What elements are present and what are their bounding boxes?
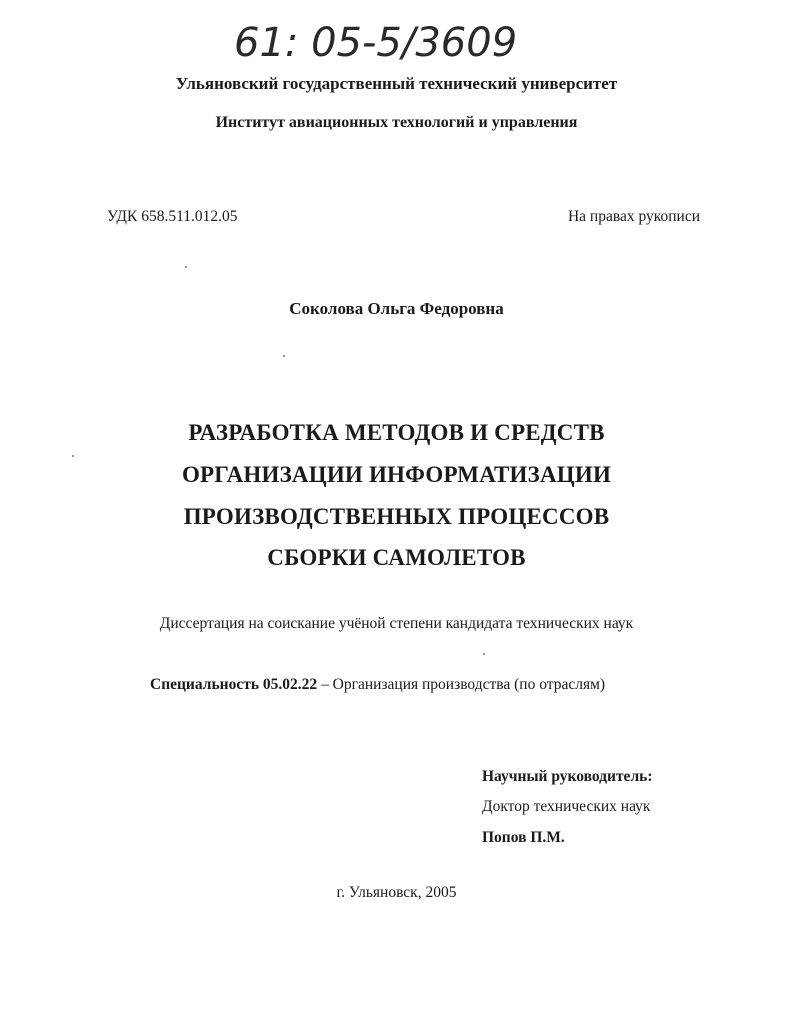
title-line-3: ПРОИЗВОДСТВЕННЫХ ПРОЦЕССОВ bbox=[183, 504, 610, 529]
specialty-value: Организация производства (по отраслям) bbox=[332, 676, 606, 693]
title-line-2: ОРГАНИЗАЦИИ ИНФОРМАТИЗАЦИИ bbox=[181, 462, 612, 487]
institute-name: Институт авиационных технологий и управления bbox=[215, 114, 578, 131]
supervisor-degree: Доктор технических наук bbox=[482, 798, 651, 815]
udk-code: УДК 658.511.012.05 bbox=[107, 208, 238, 225]
archive-code-text: 61: 05-5/3609 bbox=[234, 20, 518, 66]
scan-speck bbox=[72, 455, 74, 457]
manuscript-rights: На правах рукописи bbox=[567, 208, 700, 225]
title-line-1: РАЗРАБОТКА МЕТОДОВ И СРЕДСТВ bbox=[188, 420, 605, 445]
scan-speck bbox=[483, 653, 485, 655]
author-name: Соколова Ольга Федоровна bbox=[289, 299, 504, 318]
university-name: Ульяновский государственный технический университет bbox=[175, 74, 618, 93]
degree-statement: Диссертация на соискание учёной степени кандидата технических наук bbox=[159, 615, 634, 632]
city-year: г. Ульяновск, 2005 bbox=[336, 884, 457, 901]
specialty bbox=[150, 676, 605, 694]
specialty-label: Специальность 05.02.22 bbox=[150, 676, 318, 693]
title-line-4: СБОРКИ САМОЛЕТОВ bbox=[267, 545, 526, 570]
specialty-separator: – bbox=[317, 676, 333, 693]
handwritten-archive-code bbox=[230, 8, 520, 70]
supervisor-label: Научный руководитель: bbox=[482, 768, 653, 785]
supervisor-name: Попов П.М. bbox=[482, 829, 565, 846]
scan-speck bbox=[185, 266, 187, 268]
scan-speck bbox=[283, 355, 285, 357]
